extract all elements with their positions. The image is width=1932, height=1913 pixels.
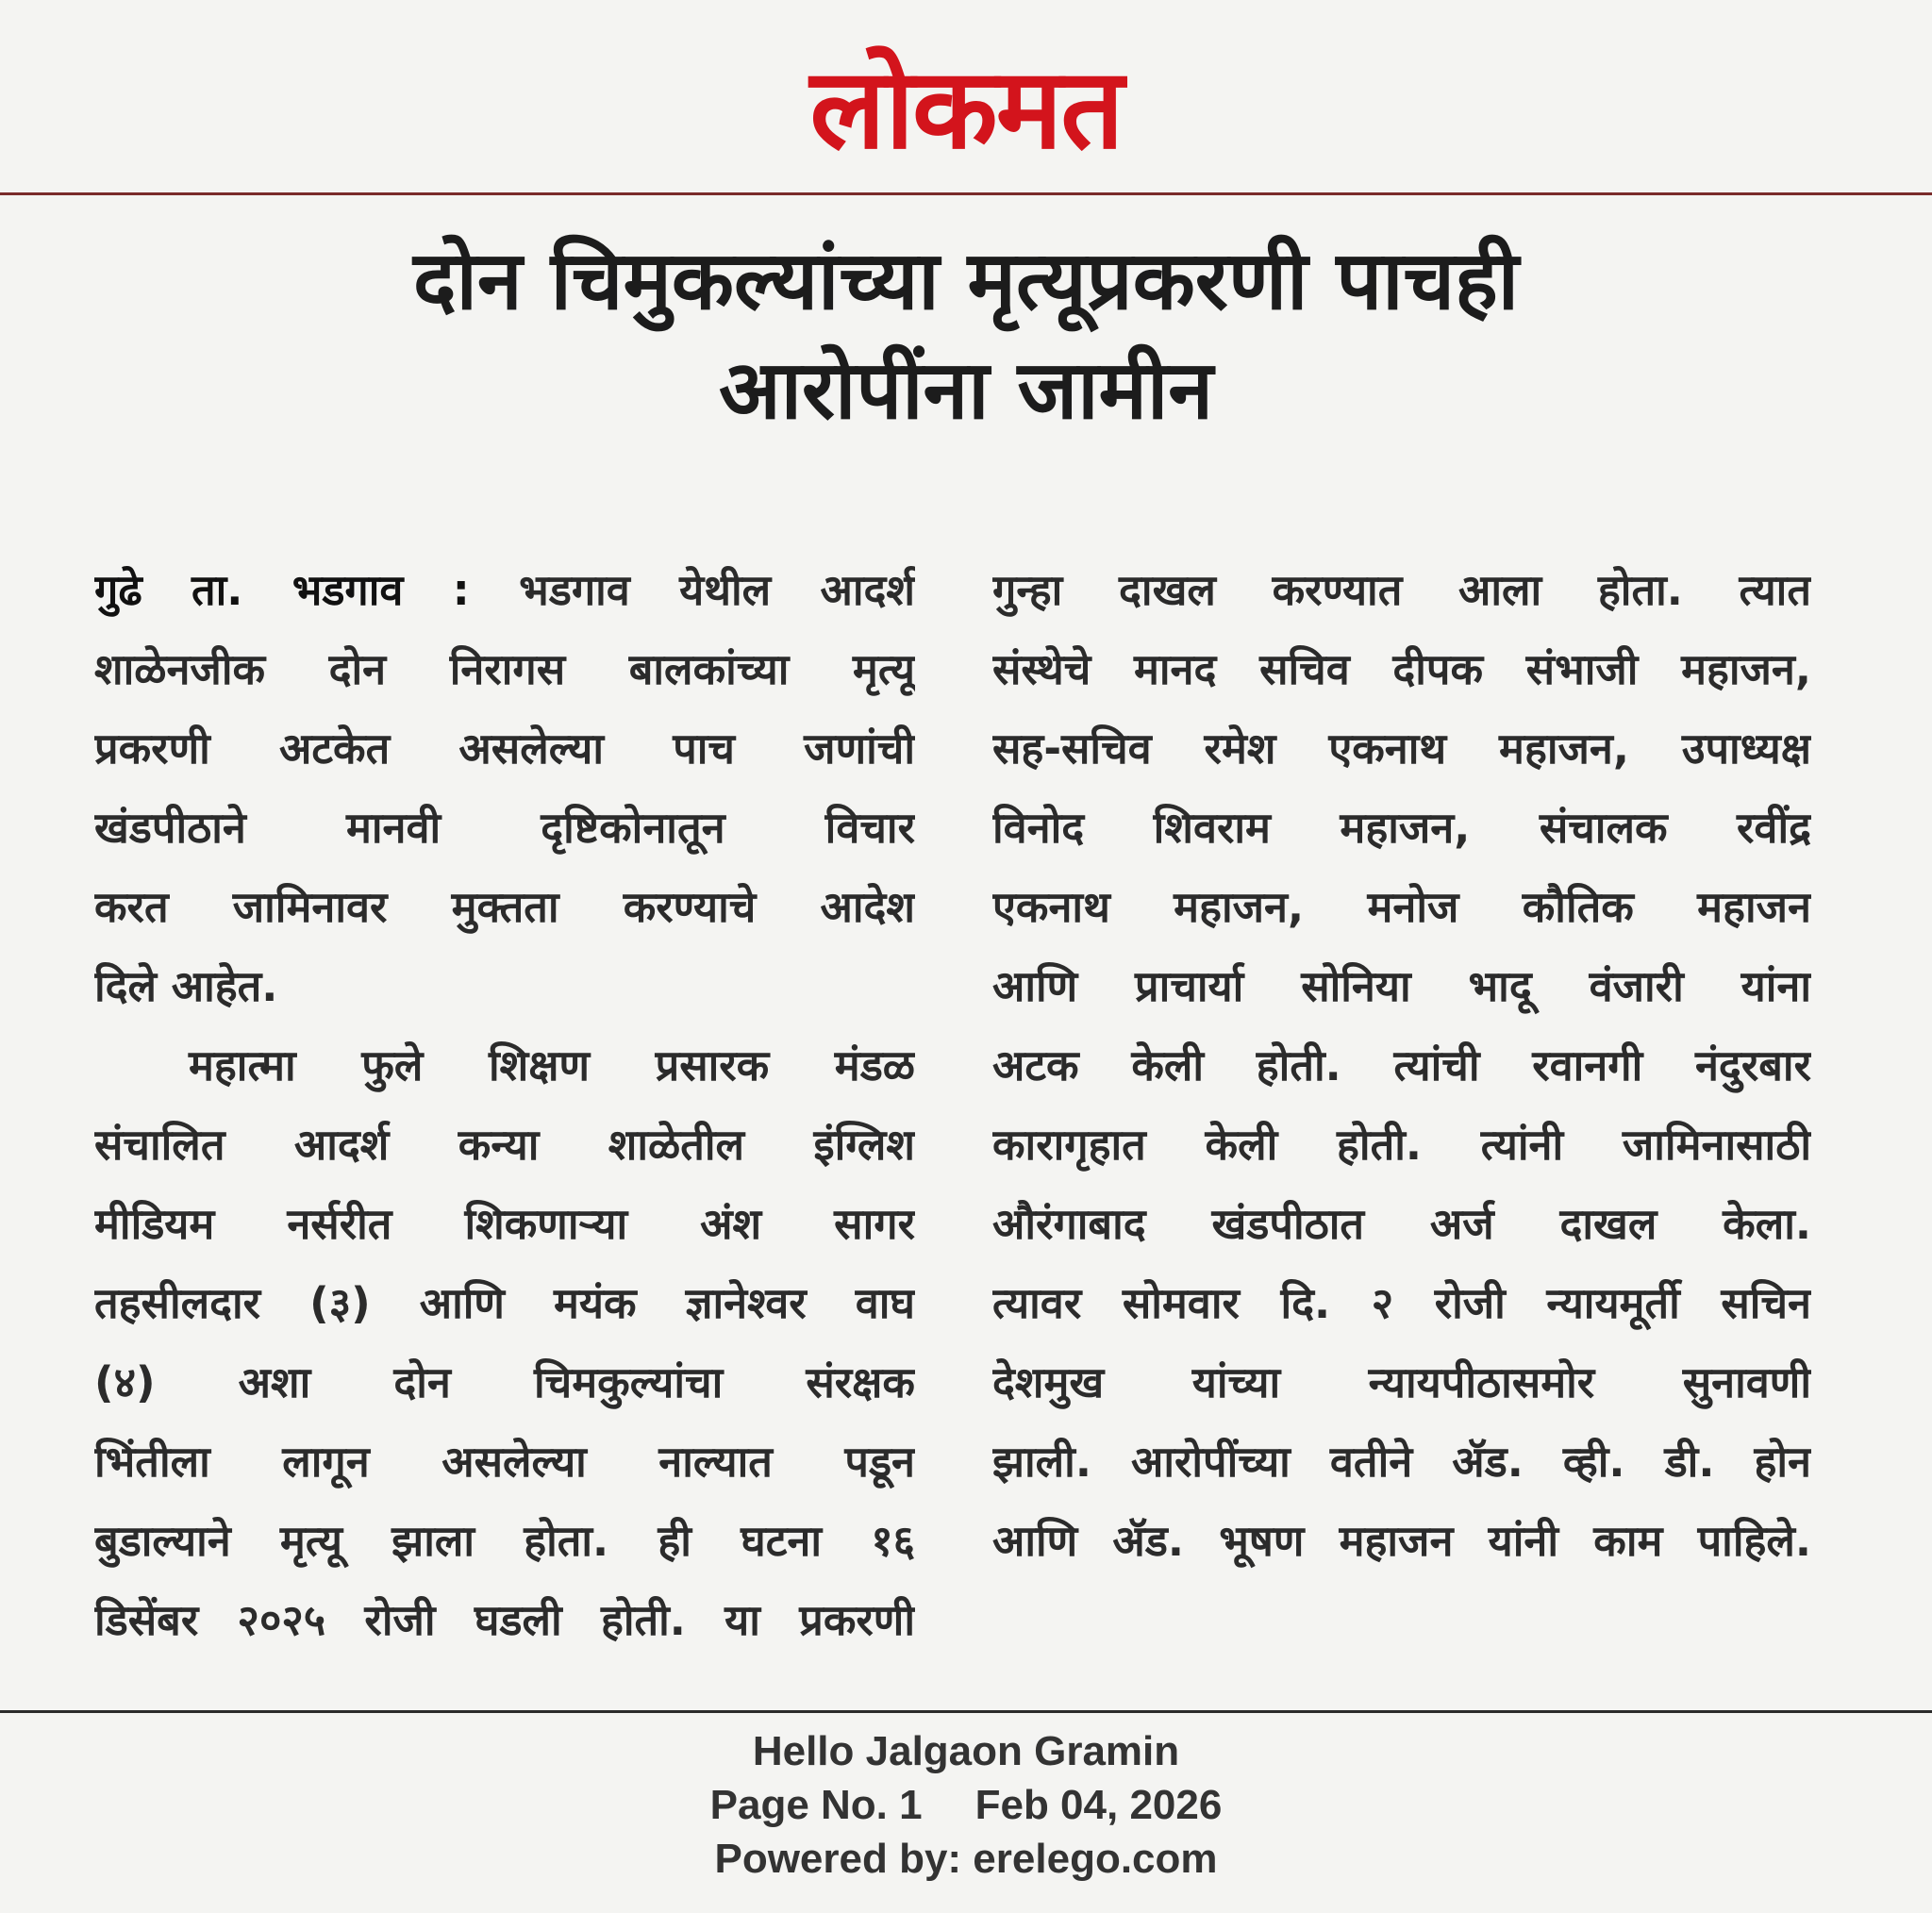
body-line: कारागृहात केली होती. त्यांनी जामिनासाठी [992,1120,1811,1170]
body-line: आणि ॲड. भूषण महाजन यांनी काम पाहिले. [992,1516,1811,1566]
body-line: महात्मा फुले शिक्षण प्रसारक मंडळ [189,1040,915,1090]
edition-name: Hello Jalgaon Gramin [752,1728,1180,1774]
body-line [94,551,915,630]
page-info [0,1778,1932,1832]
body-line: गुन्हा दाखल करण्यात आला होता. त्यात [992,565,1811,615]
body-line: शाळेनजीक दोन निरागस बालकांच्या मृत्यू [94,644,915,694]
body-line: झाली. आरोपींच्या वतीने ॲड. व्ही. डी. होन [992,1437,1811,1487]
masthead-divider [0,192,1932,195]
body-line: मीडियम नर्सरीत शिकणाऱ्या अंश सागर [94,1199,915,1249]
body-line: डिसेंबर २०२५ रोजी घडली होती. या प्रकरणी [94,1595,915,1645]
headline-line-1: दोन चिमुकल्यांच्या मृत्यूप्रकरणी पाचही [412,234,1520,328]
body-line: एकनाथ महाजन, मनोज कौतिक महाजन [992,882,1811,932]
body-line: संस्थेचे मानद सचिव दीपक संभाजी महाजन, [992,644,1811,694]
masthead [0,0,1932,194]
body-line: त्यावर सोमवार दि. २ रोजी न्यायमूर्ती सचिन [992,1278,1811,1328]
body-line: खंडपीठाने मानवी दृष्टिकोनातून विचार [94,803,915,853]
body-text: भडगाव येथील आदर्श [469,565,915,615]
body-line: बुडाल्याने मृत्यू झाला होता. ही घटना १६ [94,1516,915,1566]
article-column-left [94,551,915,1660]
dateline: गुढे ता. भडगाव : [94,565,470,615]
body-line: आणि प्राचार्या सोनिया भादू वंजारी यांना [992,961,1811,1011]
article-headline [0,226,1932,445]
body-line: अटक केली होती. त्यांची रवानगी नंदुरबार [992,1040,1811,1090]
edition-footer [0,1724,1932,1886]
article-column-right [992,551,1811,1581]
body-line: औरंगाबाद खंडपीठात अर्ज दाखल केला. [992,1199,1811,1249]
body-line: भिंतीला लागून असलेल्या नाल्यात पडून [94,1437,915,1487]
body-line: संचालित आदर्श कन्या शाळेतील इंग्लिश [94,1120,915,1170]
body-line: तहसीलदार (३) आणि मयंक ज्ञानेश्वर वाघ [94,1278,915,1328]
edition-date: Feb 04, 2026 [974,1782,1223,1828]
body-line: करत जामिनावर मुक्तता करण्याचे आदेश [94,882,915,932]
body-line: प्रकरणी अटकेत असलेल्या पाच जणांची [94,724,915,774]
powered-by: Powered by: erelego.com [714,1836,1218,1882]
headline-line-2: आरोपींना जामीन [719,343,1213,438]
body-line: विनोद शिवराम महाजन, संचालक रवींद्र [992,803,1811,853]
footer-divider [0,1710,1932,1713]
body-line: दिले आहेत. [94,961,278,1011]
body-line: सह-सचिव रमेश एकनाथ महाजन, उपाध्यक्ष [992,724,1811,774]
newspaper-logo: लोकमत [809,43,1123,174]
body-line: (४) अशा दोन चिमकुल्यांचा संरक्षक [94,1357,915,1407]
page-number: Page No. 1 [709,1782,923,1828]
body-line: देशमुख यांच्या न्यायपीठासमोर सुनावणी [992,1357,1811,1407]
